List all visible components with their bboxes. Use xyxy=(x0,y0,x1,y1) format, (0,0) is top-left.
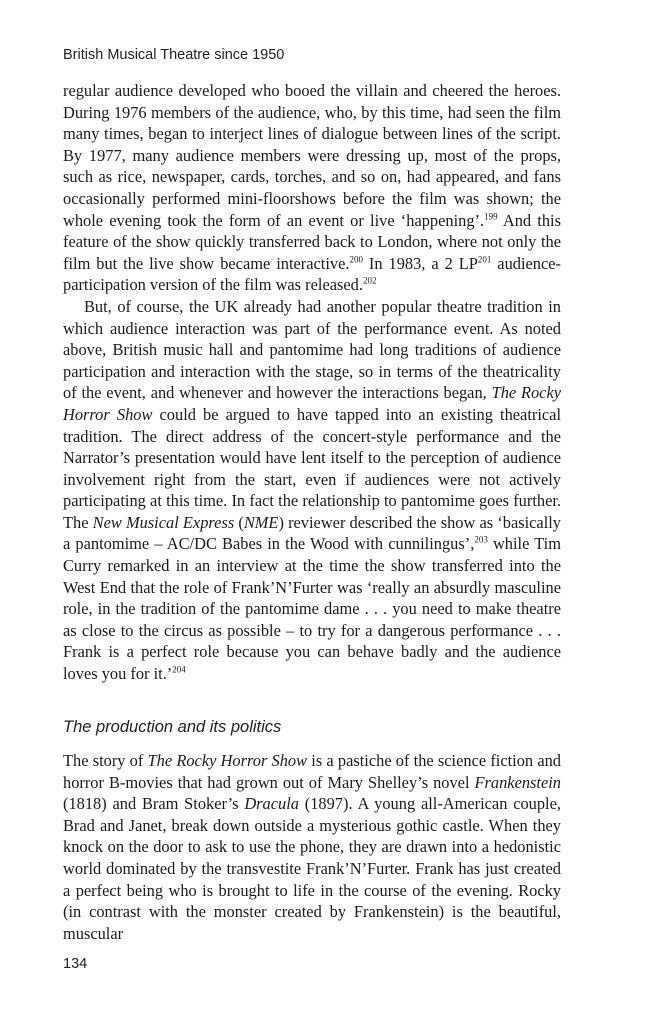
text-run: The story of xyxy=(63,751,148,770)
body-text-section xyxy=(63,750,561,944)
footnote-ref-204[interactable]: 204 xyxy=(172,664,186,675)
footnote-ref-199[interactable]: 199 xyxy=(484,211,498,222)
paragraph-3 xyxy=(63,750,561,944)
text-run: regular audience developed who booed the villain and cheered the heroes. During 1976 members of the audience, who, by this time, had seen the film many times, began to interject lines of dialogue between lines of the script. By 1977, many audience members were dressing up, most of the props, such as rice, newspaper, cards, torches, and so on, had appeared, and fans occasionally performed mini-floorshows before the film was shown; the whole evening took the form of an event or live ‘happening’. xyxy=(63,81,561,230)
text-run: audience-participation version of the film was released. xyxy=(63,253,561,295)
text-run: while Tim Curry remarked in an interview at the time the show transferred into the West End that the role of Frank’N’Furter was ‘really an absurdly masculine role, in the tradition of the pantomime dame . . . you need to make theatre as close to the circus as possible – to try for a dangerous performance . . . Frank is a perfect role because you can behave badly and the audience loves you for it.’ xyxy=(63,534,561,684)
footnote-ref-200[interactable]: 200 xyxy=(349,254,363,265)
title-frankenstein: Frankenstein xyxy=(474,772,561,792)
text-run: (1897). A young all-American couple, Brad and Janet, break down outside a mysterious gothic castle. When they knock on the door to ask to use the phone, they are drawn into a hedonistic world dominated by the transvestite Frank’N’Furter. Frank has just created a perfect being who is brought to life in the course of the evening. Rocky (in contrast with the monster created by Frankenstein) is the beautiful, muscular xyxy=(63,794,561,943)
text-run: And this feature of the show quickly transferred back to London, where not only the film but the live show became interactive. xyxy=(63,210,561,273)
text-run: (1818) and Bram Stoker’s xyxy=(63,794,245,814)
text-run: ) reviewer described the show as ‘basically a pantomime – AC/DC Babes in the Wood with cunnilingus’, xyxy=(63,512,561,554)
title-new-musical-express: New Musical Express xyxy=(92,512,235,532)
text-run: In 1983, a 2 LP xyxy=(362,253,478,273)
footnote-ref-203[interactable]: 203 xyxy=(474,535,488,545)
text-run: But, of course, the UK already had another popular theatre tradition in which audience interaction was part of the performance event. As noted above, British music hall and pantomime had long traditions of audience participation and interaction with the stage, so in terms of the theatricality of the event, and whenever and however the interactions began, xyxy=(63,296,561,403)
title-rocky-horror-show: The Rocky Horror Show xyxy=(63,383,562,424)
running-head: British Musical Theatre since 1950 xyxy=(63,47,285,63)
text-run: ( xyxy=(234,512,244,532)
section-heading: The production and its politics xyxy=(63,718,282,736)
title-dracula: Dracula xyxy=(244,794,299,814)
paragraph-2 xyxy=(63,296,561,685)
body-text-intro xyxy=(63,80,561,685)
paragraph-1 xyxy=(63,80,561,296)
title-rocky-horror-show: The Rocky Horror Show xyxy=(147,751,308,770)
page-number: 134 xyxy=(63,956,88,972)
text-run: could be argued to have tapped into an existing theatrical tradition. The direct address of the concert-style performance and the Narrator’s presentation would have lent itself to the perception of audience involvement right from the start, even if audiences were not actively participating at this time. In fact the relationship to pantomime goes further. The xyxy=(63,404,561,532)
title-nme: NME xyxy=(243,512,279,532)
footnote-ref-201[interactable]: 201 xyxy=(477,254,492,265)
text-run: is a pastiche of the science fiction and horror B-movies that had grown out of Mary Shelley’s novel xyxy=(63,751,561,792)
footnote-ref-202[interactable]: 202 xyxy=(362,275,377,286)
